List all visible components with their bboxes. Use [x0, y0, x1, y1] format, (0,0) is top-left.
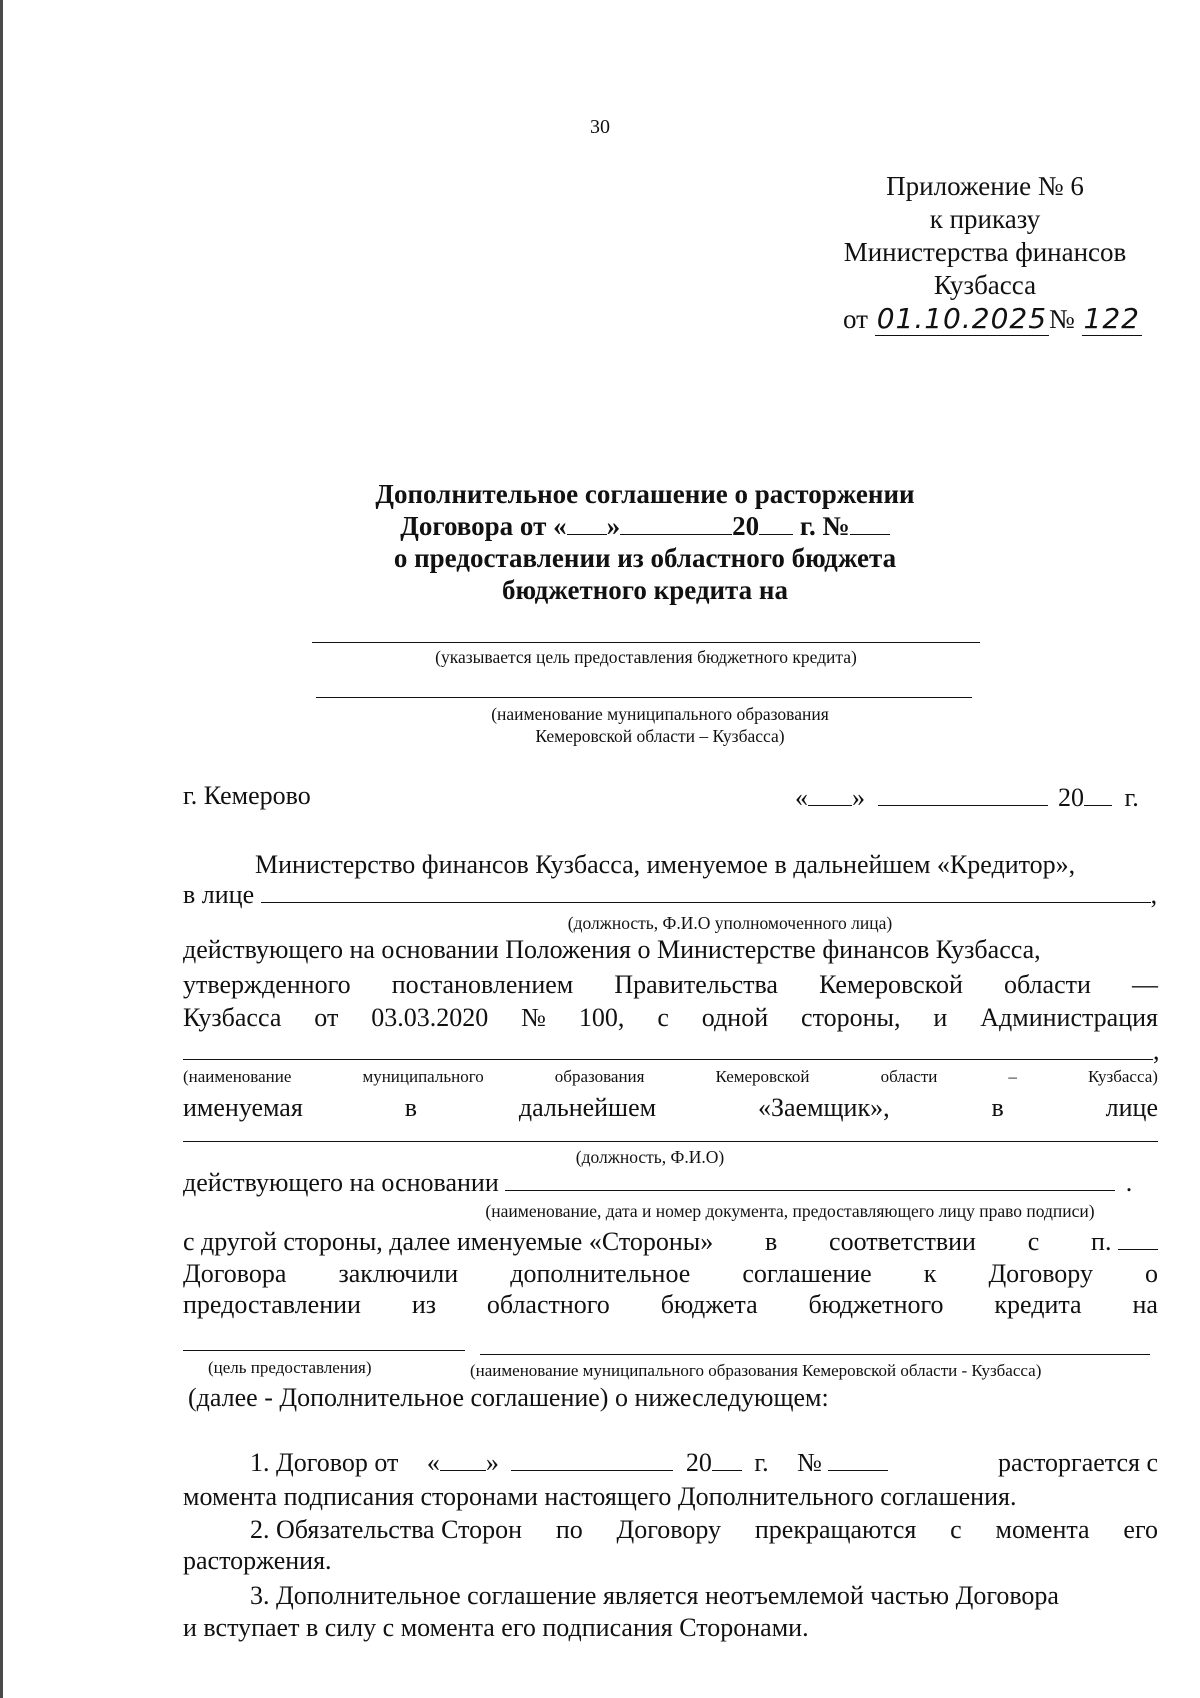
city: г. Кемерово: [183, 781, 311, 810]
caption-word: муниципального: [362, 1067, 484, 1086]
caption-word: области: [880, 1067, 938, 1086]
caption-municipality-row: [183, 1067, 1158, 1087]
item-1-number-label: №: [797, 1448, 822, 1477]
blank-year: [1084, 783, 1112, 806]
caption-word: (наименование: [183, 1067, 292, 1086]
word: «Заемщик»,: [757, 1093, 890, 1122]
word: Правительства: [614, 970, 778, 999]
date-year-suffix: г.: [1124, 783, 1139, 812]
body-line-11: (далее - Дополнительное соглашение) о нижеследующем:: [188, 1383, 829, 1412]
word: 100,: [578, 1003, 625, 1032]
blank-number: [828, 1448, 888, 1471]
title-year-prefix: 20: [732, 511, 760, 541]
clause-label: п.: [1091, 1227, 1112, 1256]
item-2-line-2: расторжения.: [183, 1546, 332, 1575]
municipality-fill-line: [316, 697, 972, 698]
word: бюджетного: [808, 1290, 944, 1319]
handwritten-number: 122: [1083, 302, 1140, 335]
date-quote-open: «: [795, 783, 808, 812]
word: постановлением: [391, 970, 574, 999]
body-line-1: Министерство финансов Кузбасса, именуемое в дальнейшем «Кредитор»,: [255, 850, 1076, 879]
based-on-label: действующего на основании: [183, 1168, 499, 1197]
word: заключили: [338, 1259, 459, 1288]
word: утвержденного: [183, 970, 351, 999]
word: с: [950, 1515, 962, 1544]
page-number: 30: [590, 116, 610, 138]
caption-municipality-1: (наименование муниципального образования: [491, 704, 829, 724]
clause-ref: [1091, 1227, 1158, 1257]
word: в: [404, 1093, 417, 1122]
word: от: [314, 1003, 339, 1032]
item-3-line-2: и вступает в силу с момента его подписания Сторонами.: [183, 1613, 809, 1642]
word: областного: [486, 1290, 610, 1319]
word: дополнительное: [510, 1259, 691, 1288]
word: из: [411, 1290, 436, 1319]
page-edge-shadow: [0, 0, 3, 1698]
appendix-from-label: от: [843, 304, 868, 334]
appendix-order-line: [820, 302, 1150, 336]
word: о: [1145, 1259, 1158, 1288]
word: предоставлении: [183, 1290, 361, 1319]
date-year-prefix: 20: [1058, 783, 1084, 812]
word: Договора: [183, 1259, 287, 1288]
item-2-line-1: [250, 1515, 1158, 1545]
word: в: [991, 1093, 1004, 1122]
body-line-2: [183, 880, 1158, 910]
handwritten-date: 01.10.2025: [876, 302, 1048, 335]
title-line-2: [240, 510, 1050, 542]
item-1-year-suffix: г.: [754, 1448, 769, 1477]
date-line: [795, 783, 1139, 813]
word: 2. Обязательства Сторон: [250, 1515, 522, 1544]
municipality-long-fill-line: [480, 1354, 1150, 1355]
word: Кузбасса: [183, 1003, 282, 1032]
caption-purpose: (указывается цель предоставления бюджетного кредита): [435, 647, 857, 667]
blank-day: [567, 514, 607, 535]
official-fill-line: [261, 880, 1151, 903]
word: его: [1123, 1515, 1158, 1544]
document-fill-line: [505, 1168, 1115, 1191]
body-line-6: [183, 1093, 1158, 1123]
body-line-4: [183, 970, 1158, 1000]
word: соответствии: [829, 1227, 976, 1256]
blank-year: [759, 514, 793, 535]
appendix-line-2: к приказу: [929, 204, 1041, 234]
word: кредита: [994, 1290, 1082, 1319]
caption-word: Кемеровской: [715, 1067, 810, 1086]
word: Кемеровской: [819, 970, 963, 999]
item-1-line-1: [183, 1448, 1158, 1478]
word: —: [1132, 970, 1158, 999]
purpose-short-fill-line: [183, 1350, 465, 1351]
blank-day: [808, 783, 852, 806]
appendix-line-3: Министерства финансов: [843, 237, 1127, 267]
blank-year: [712, 1448, 742, 1471]
caption-document: (наименование, дата и номер документа, предоставляющего лицу право подписи): [485, 1201, 1095, 1221]
body-line-5: [183, 1003, 1158, 1033]
item-1-contract-from: 1. Договор от: [250, 1448, 399, 1477]
purpose-fill-line: [312, 642, 980, 643]
caption-word: –: [1008, 1067, 1017, 1086]
appendix-number-label: №: [1049, 304, 1075, 334]
appendix-header: [820, 170, 1150, 336]
caption-position: (должность, Ф.И.О): [575, 1147, 725, 1167]
word: именуемая: [183, 1093, 303, 1122]
title-line-1: Дополнительное соглашение о расторжении: [375, 479, 915, 509]
word: Договору: [988, 1259, 1093, 1288]
caption-municipality-2: Кемеровской области – Кузбасса): [535, 726, 785, 746]
word: в: [765, 1227, 778, 1256]
in-person-label: в лице: [183, 880, 255, 909]
blank-number: [850, 514, 890, 535]
word: Администрация: [980, 1003, 1158, 1032]
caption-official: (должность, Ф.И.О уполномоченного лица): [567, 913, 893, 933]
word: с: [657, 1003, 669, 1032]
item-1-end: расторгается с: [997, 1448, 1158, 1477]
body-line-10: [183, 1290, 1158, 1320]
document-title: [240, 478, 1050, 606]
comma: ,: [1153, 1036, 1160, 1065]
body-line-9: [183, 1259, 1158, 1289]
word: дальнейшем: [518, 1093, 657, 1122]
word: с: [1027, 1227, 1040, 1256]
blank-month: [878, 783, 1048, 806]
word: момента: [995, 1515, 1090, 1544]
item-3-line-1: 3. Дополнительное соглашение является неотъемлемой частью Договора: [250, 1581, 1059, 1610]
title-line-4: бюджетного кредита на: [502, 575, 788, 605]
word: Договору: [616, 1515, 722, 1544]
word: №: [521, 1003, 546, 1032]
position-fill-line: [183, 1141, 1158, 1142]
title-line-3: о предоставлении из областного бюджета: [393, 543, 897, 573]
word: с другой стороны, далее именуемые «Стороны»: [183, 1227, 714, 1256]
title-contract-from: Договора от «: [400, 511, 567, 541]
date-quote-close: »: [852, 783, 865, 812]
appendix-line-4: Кузбасса: [933, 270, 1037, 300]
word: соглашение: [742, 1259, 872, 1288]
municipality-name-fill-line: [183, 1059, 1153, 1060]
word: 03.03.2020: [371, 1003, 489, 1032]
caption-purpose-short: (цель предоставления): [208, 1358, 372, 1377]
item-1-quote-close: »: [485, 1448, 499, 1477]
clause-fill-line: [1118, 1227, 1158, 1250]
appendix-line-1: Приложение № 6: [886, 171, 1084, 201]
word: к: [923, 1259, 937, 1288]
blank-month: [511, 1448, 673, 1471]
blank-day: [440, 1448, 486, 1471]
item-1-line-2: момента подписания сторонами настоящего Дополнительного соглашения.: [183, 1482, 1017, 1511]
caption-municipality-full: (наименование муниципального образования Кемеровской области - Кузбасса): [470, 1361, 1042, 1380]
caption-municipality: [430, 703, 890, 747]
word: бюджета: [660, 1290, 758, 1319]
blank-month: [620, 514, 732, 535]
word: области: [1003, 970, 1091, 999]
comma: ,: [1150, 880, 1158, 909]
word: прекращаются: [754, 1515, 917, 1544]
word: и: [933, 1003, 948, 1032]
item-1-year-prefix: 20: [685, 1448, 712, 1477]
word: лице: [1105, 1093, 1158, 1122]
title-quote-close: »: [606, 511, 621, 541]
word: стороны,: [801, 1003, 901, 1032]
title-number-label: г. №: [799, 511, 850, 541]
word: по: [555, 1515, 583, 1544]
caption-word: образования: [554, 1067, 645, 1086]
word: на: [1132, 1290, 1158, 1319]
item-1-quote-open: «: [426, 1448, 440, 1477]
body-line-8: [183, 1227, 1158, 1257]
period: .: [1125, 1168, 1133, 1197]
word: одной: [701, 1003, 769, 1032]
body-line-3: действующего на основании Положения о Министерстве финансов Кузбасса,: [183, 935, 1041, 964]
caption-word: Кузбасса): [1087, 1067, 1158, 1086]
body-line-7: [183, 1168, 1158, 1198]
